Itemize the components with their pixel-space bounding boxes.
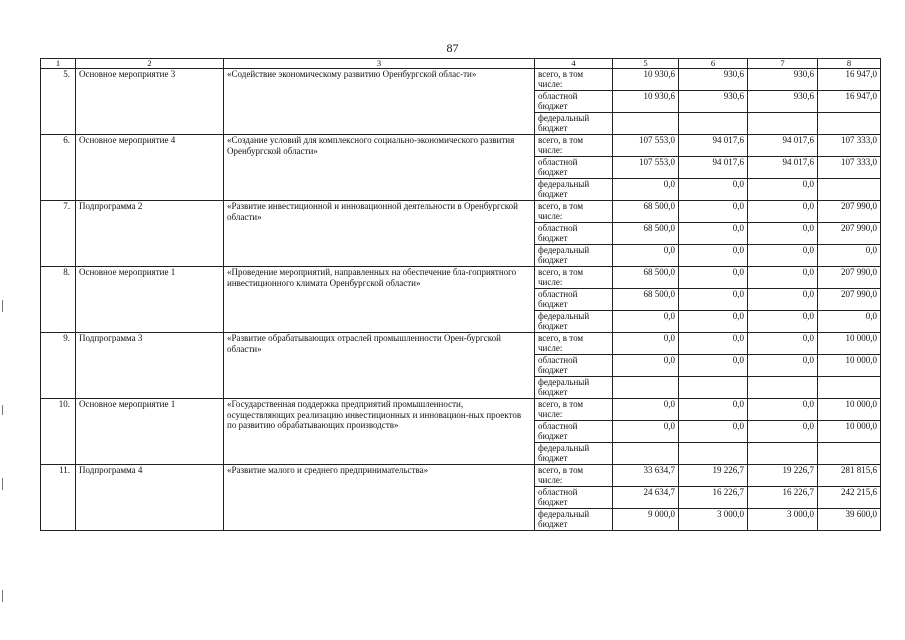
program-title: «Развитие малого и среднего предпринимательства»: [224, 465, 535, 531]
program-title: «Проведение мероприятий, направленных на обеспечение бла-гоприятного инвестиционного климата Оренбургской области»: [224, 267, 535, 333]
value-col6: 0,0: [679, 179, 748, 201]
value-col7: 0,0: [748, 245, 818, 267]
value-col8: [818, 377, 881, 399]
budget-source: всего, в том числе:: [535, 267, 613, 289]
scan-artifact: [2, 478, 3, 490]
program-type: Основное мероприятие 1: [76, 399, 224, 465]
program-title: «Создание условий для комплексного социально-экономического развития Оренбургской области»: [224, 135, 535, 201]
value-col8: 10 000,0: [818, 421, 881, 443]
value-col5: 107 553,0: [613, 157, 679, 179]
value-col5: [613, 377, 679, 399]
value-col8: 207 990,0: [818, 289, 881, 311]
page-number: 87: [446, 41, 459, 55]
value-col8: 10 000,0: [818, 399, 881, 421]
budget-source: областной бюджет: [535, 157, 613, 179]
value-col5: [613, 443, 679, 465]
value-col6: [679, 113, 748, 135]
value-col5: 24 634,7: [613, 487, 679, 509]
program-type: Подпрограмма 4: [76, 465, 224, 531]
value-col7: 0,0: [748, 355, 818, 377]
header-row: [41, 59, 881, 69]
value-col6: [679, 443, 748, 465]
value-col6: 0,0: [679, 399, 748, 421]
budget-source: всего, в том числе:: [535, 135, 613, 157]
value-col7: 0,0: [748, 421, 818, 443]
scan-artifact: [2, 405, 3, 415]
value-col7: 0,0: [748, 289, 818, 311]
value-col6: 0,0: [679, 223, 748, 245]
value-col8: [818, 179, 881, 201]
value-col8: 10 000,0: [818, 333, 881, 355]
value-col6: [679, 377, 748, 399]
value-col5: 0,0: [613, 179, 679, 201]
value-col8: [818, 443, 881, 465]
value-col5: 68 500,0: [613, 201, 679, 223]
value-col6: 930,6: [679, 69, 748, 91]
budget-source: областной бюджет: [535, 355, 613, 377]
table-row: [41, 399, 881, 421]
table-row: [41, 267, 881, 289]
program-type: Основное мероприятие 4: [76, 135, 224, 201]
table-row: [41, 465, 881, 487]
value-col5: 0,0: [613, 421, 679, 443]
value-col8: 16 947,0: [818, 69, 881, 91]
program-title: «Развитие инвестиционной и инновационной деятельности в Оренбургской области»: [224, 201, 535, 267]
value-col7: 0,0: [748, 223, 818, 245]
value-col8: 242 215,6: [818, 487, 881, 509]
header-cell: 4: [535, 59, 613, 69]
value-col6: 94 017,6: [679, 135, 748, 157]
value-col8: 0,0: [818, 311, 881, 333]
program-type: Подпрограмма 2: [76, 201, 224, 267]
value-col6: 0,0: [679, 289, 748, 311]
value-col5: 33 634,7: [613, 465, 679, 487]
value-col8: 39 600,0: [818, 509, 881, 531]
value-col7: 0,0: [748, 333, 818, 355]
value-col8: [818, 113, 881, 135]
budget-source: областной бюджет: [535, 223, 613, 245]
budget-source: федеральный бюджет: [535, 179, 613, 201]
table-row: [41, 201, 881, 223]
value-col8: 207 990,0: [818, 267, 881, 289]
value-col5: 10 930,6: [613, 91, 679, 113]
value-col7: 19 226,7: [748, 465, 818, 487]
budget-source: федеральный бюджет: [535, 113, 613, 135]
value-col8: 0,0: [818, 245, 881, 267]
header-cell: 3: [224, 59, 535, 69]
value-col5: 0,0: [613, 245, 679, 267]
value-col7: 930,6: [748, 91, 818, 113]
row-number: 5.: [41, 69, 76, 135]
value-col6: 0,0: [679, 267, 748, 289]
value-col7: 0,0: [748, 179, 818, 201]
value-col7: 930,6: [748, 69, 818, 91]
value-col7: [748, 377, 818, 399]
value-col6: 16 226,7: [679, 487, 748, 509]
value-col7: [748, 443, 818, 465]
budget-source: федеральный бюджет: [535, 377, 613, 399]
value-col6: 0,0: [679, 421, 748, 443]
budget-source: всего, в том числе:: [535, 69, 613, 91]
value-col6: 0,0: [679, 311, 748, 333]
program-title: «Содействие экономическому развитию Оренбургской облас-ти»: [224, 69, 535, 135]
value-col5: 0,0: [613, 333, 679, 355]
budget-source: всего, в том числе:: [535, 399, 613, 421]
value-col6: 0,0: [679, 201, 748, 223]
value-col7: 3 000,0: [748, 509, 818, 531]
header-cell: 7: [748, 59, 818, 69]
budget-source: областной бюджет: [535, 487, 613, 509]
value-col8: 207 990,0: [818, 201, 881, 223]
budget-source: федеральный бюджет: [535, 509, 613, 531]
header-cell: 8: [818, 59, 881, 69]
value-col8: 16 947,0: [818, 91, 881, 113]
budget-source: областной бюджет: [535, 91, 613, 113]
value-col6: 0,0: [679, 245, 748, 267]
program-title: «Государственная поддержка предприятий промышленности, осуществляющих реализацию инвестиционных и инновацион-ных проектов по развитию обрабатывающих производств»: [224, 399, 535, 465]
value-col5: 10 930,6: [613, 69, 679, 91]
value-col6: 19 226,7: [679, 465, 748, 487]
value-col5: 68 500,0: [613, 267, 679, 289]
value-col6: 930,6: [679, 91, 748, 113]
value-col5: 0,0: [613, 311, 679, 333]
row-number: 8.: [41, 267, 76, 333]
value-col7: 94 017,6: [748, 135, 818, 157]
value-col5: 0,0: [613, 399, 679, 421]
value-col7: 0,0: [748, 267, 818, 289]
value-col5: [613, 113, 679, 135]
value-col8: 10 000,0: [818, 355, 881, 377]
table-row: [41, 333, 881, 355]
value-col6: 0,0: [679, 333, 748, 355]
row-number: 9.: [41, 333, 76, 399]
value-col7: 0,0: [748, 201, 818, 223]
value-col5: 68 500,0: [613, 289, 679, 311]
budget-source: федеральный бюджет: [535, 443, 613, 465]
scan-artifact: [2, 590, 3, 602]
table-row: [41, 135, 881, 157]
program-type: Основное мероприятие 1: [76, 267, 224, 333]
budget-source: всего, в том числе:: [535, 201, 613, 223]
budget-table: [40, 58, 881, 531]
value-col7: 0,0: [748, 399, 818, 421]
value-col7: [748, 113, 818, 135]
scan-artifact: [2, 300, 3, 312]
table-row: [41, 69, 881, 91]
program-type: Подпрограмма 3: [76, 333, 224, 399]
budget-source: областной бюджет: [535, 421, 613, 443]
value-col5: 107 553,0: [613, 135, 679, 157]
table-body: [41, 59, 881, 531]
row-number: 10.: [41, 399, 76, 465]
value-col7: 0,0: [748, 311, 818, 333]
header-cell: 5: [613, 59, 679, 69]
row-number: 6.: [41, 135, 76, 201]
value-col5: 9 000,0: [613, 509, 679, 531]
header-cell: 6: [679, 59, 748, 69]
value-col5: 68 500,0: [613, 223, 679, 245]
value-col7: 16 226,7: [748, 487, 818, 509]
value-col8: 207 990,0: [818, 223, 881, 245]
value-col6: 0,0: [679, 355, 748, 377]
value-col6: 3 000,0: [679, 509, 748, 531]
budget-source: всего, в том числе:: [535, 465, 613, 487]
value-col5: 0,0: [613, 355, 679, 377]
header-cell: 2: [76, 59, 224, 69]
budget-source: областной бюджет: [535, 289, 613, 311]
budget-source: федеральный бюджет: [535, 245, 613, 267]
program-type: Основное мероприятие 3: [76, 69, 224, 135]
header-cell: 1: [41, 59, 76, 69]
value-col7: 94 017,6: [748, 157, 818, 179]
value-col8: 281 815,6: [818, 465, 881, 487]
value-col8: 107 333,0: [818, 135, 881, 157]
program-title: «Развитие обрабатывающих отраслей промышленности Орен-бургской области»: [224, 333, 535, 399]
budget-source: федеральный бюджет: [535, 311, 613, 333]
row-number: 7.: [41, 201, 76, 267]
row-number: 11.: [41, 465, 76, 531]
value-col8: 107 333,0: [818, 157, 881, 179]
budget-source: всего, в том числе:: [535, 333, 613, 355]
value-col6: 94 017,6: [679, 157, 748, 179]
